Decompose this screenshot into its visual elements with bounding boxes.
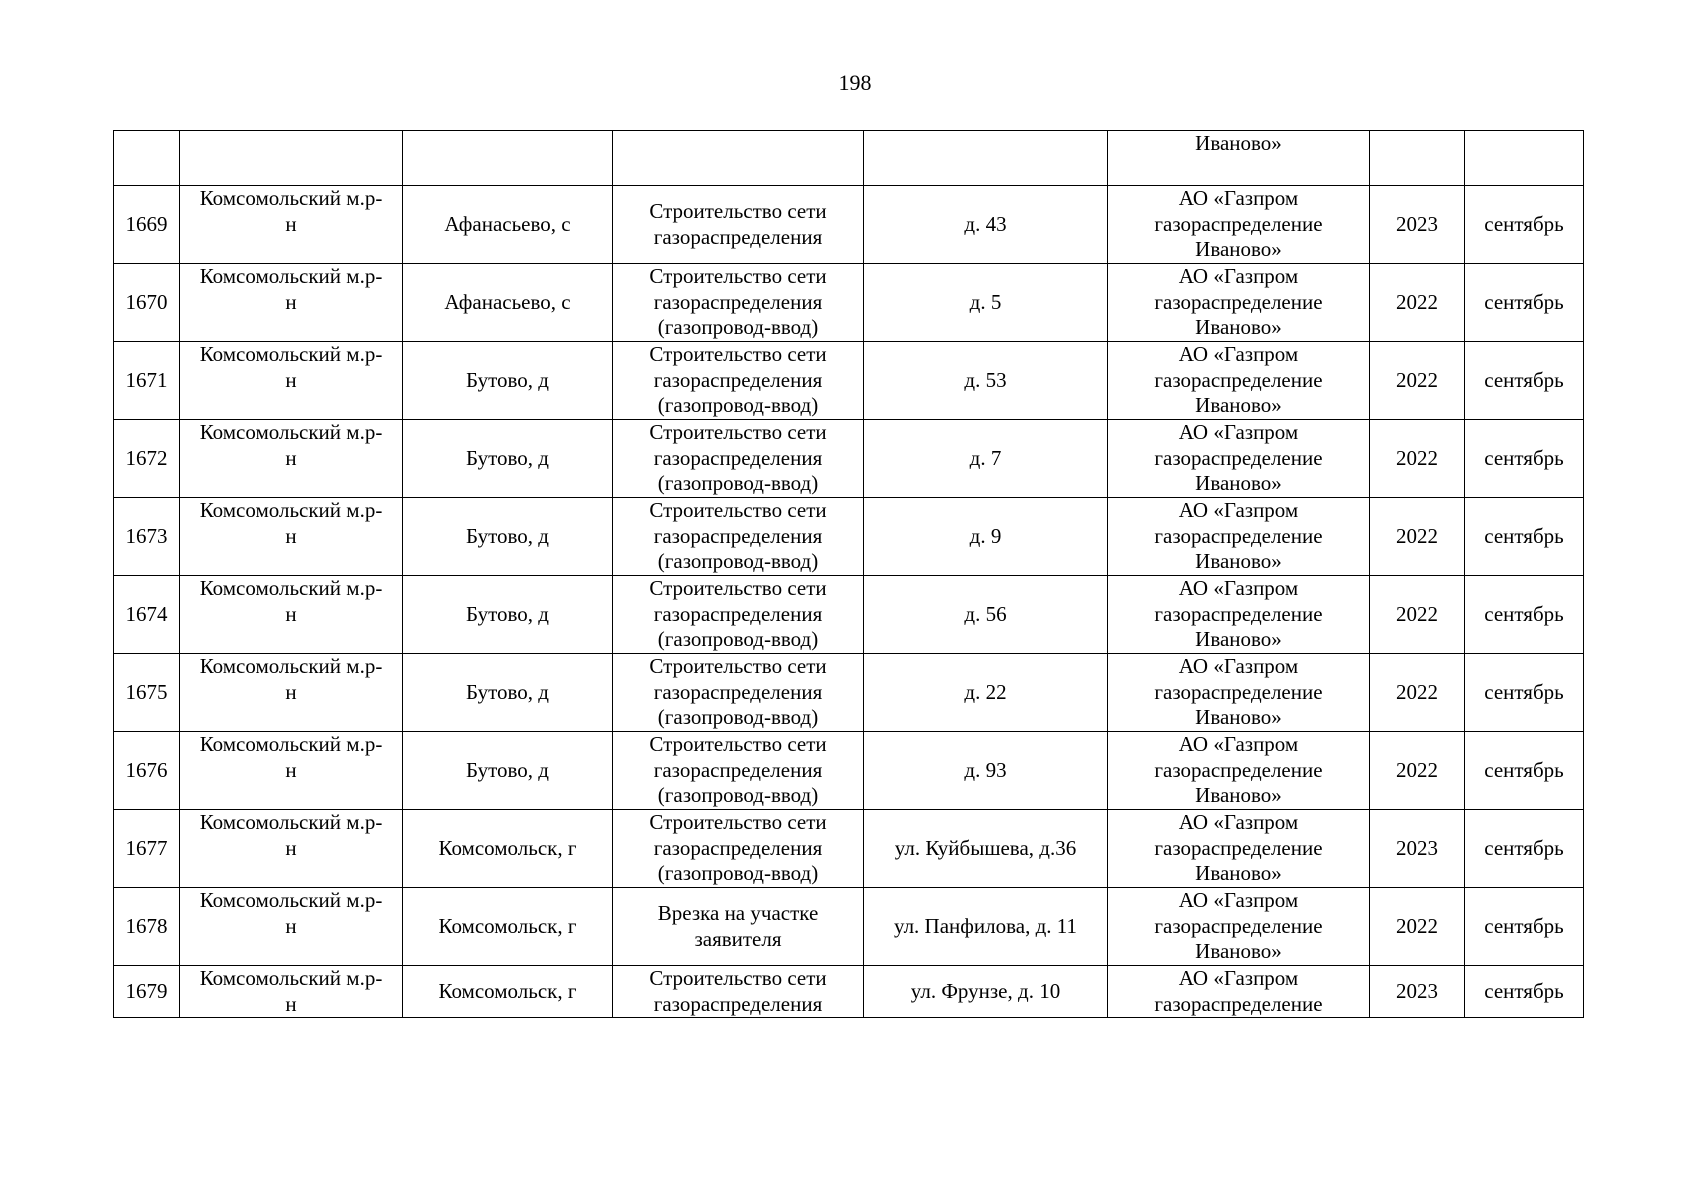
cell-month: сентябрь [1465, 342, 1584, 420]
cell-month: сентябрь [1465, 498, 1584, 576]
cell-organization: АО «Газпром газораспределение [1108, 966, 1370, 1018]
cell-settlement: Комсомольск, г [403, 810, 613, 888]
cell-month: сентябрь [1465, 186, 1584, 264]
cell-year: 2022 [1370, 732, 1465, 810]
cell-district: Комсомольский м.р- н [180, 264, 403, 342]
cell-district: Комсомольский м.р- н [180, 810, 403, 888]
cell-number: 1676 [114, 732, 180, 810]
cell-address: д. 7 [864, 420, 1108, 498]
cell-address: д. 5 [864, 264, 1108, 342]
cell-month: сентябрь [1465, 888, 1584, 966]
cell-work-type: Строительство сети газораспределения (газопровод-ввод) [613, 810, 864, 888]
cell-address: д. 56 [864, 576, 1108, 654]
cell-address: д. 22 [864, 654, 1108, 732]
table-body [114, 131, 1584, 1018]
cell-work-type: Строительство сети газораспределения [613, 966, 864, 1018]
cell-district: Комсомольский м.р- н [180, 888, 403, 966]
cell-organization: АО «Газпром газораспределение Иваново» [1108, 732, 1370, 810]
cell-settlement: Комсомольск, г [403, 966, 613, 1018]
cell-number: 1671 [114, 342, 180, 420]
cell-address: д. 53 [864, 342, 1108, 420]
cell-month: сентябрь [1465, 264, 1584, 342]
cell-district: Комсомольский м.р- н [180, 966, 403, 1018]
cell-district: Комсомольский м.р- н [180, 342, 403, 420]
cell-settlement: Бутово, д [403, 420, 613, 498]
table-row [114, 186, 1584, 264]
cell-district: Комсомольский м.р- н [180, 498, 403, 576]
cell-organization: АО «Газпром газораспределение Иваново» [1108, 186, 1370, 264]
cell-work-type: Строительство сети газораспределения (газопровод-ввод) [613, 732, 864, 810]
table-row [114, 420, 1584, 498]
cell-settlement: Бутово, д [403, 732, 613, 810]
cell-year: 2022 [1370, 264, 1465, 342]
cell-number: 1674 [114, 576, 180, 654]
cell-settlement: Бутово, д [403, 576, 613, 654]
cell-year: 2022 [1370, 342, 1465, 420]
cell-number: 1672 [114, 420, 180, 498]
cell-organization: АО «Газпром газораспределение Иваново» [1108, 810, 1370, 888]
cell-settlement: Комсомольск, г [403, 888, 613, 966]
cell-settlement: Бутово, д [403, 342, 613, 420]
cell-month [1465, 131, 1584, 186]
cell-year: 2023 [1370, 810, 1465, 888]
cell-district: Комсомольский м.р- н [180, 654, 403, 732]
cell-month: сентябрь [1465, 576, 1584, 654]
cell-district: Комсомольский м.р- н [180, 576, 403, 654]
cell-year: 2022 [1370, 576, 1465, 654]
table-row [114, 888, 1584, 966]
cell-number: 1669 [114, 186, 180, 264]
cell-work-type: Строительство сети газораспределения (газопровод-ввод) [613, 654, 864, 732]
cell-settlement: Бутово, д [403, 654, 613, 732]
cell-work-type: Строительство сети газораспределения (газопровод-ввод) [613, 342, 864, 420]
cell-work-type: Врезка на участке заявителя [613, 888, 864, 966]
cell-organization: АО «Газпром газораспределение Иваново» [1108, 576, 1370, 654]
cell-address: ул. Фрунзе, д. 10 [864, 966, 1108, 1018]
cell-year: 2022 [1370, 888, 1465, 966]
cell-number: 1670 [114, 264, 180, 342]
cell-address: д. 93 [864, 732, 1108, 810]
cell-month: сентябрь [1465, 732, 1584, 810]
table-row [114, 732, 1584, 810]
cell-number: 1677 [114, 810, 180, 888]
cell-year: 2022 [1370, 498, 1465, 576]
cell-district: Комсомольский м.р- н [180, 186, 403, 264]
cell-work-type: Строительство сети газораспределения (газопровод-ввод) [613, 264, 864, 342]
cell-work-type: Строительство сети газораспределения (газопровод-ввод) [613, 420, 864, 498]
page-number: 198 [838, 70, 872, 95]
cell-organization: Иваново» [1108, 131, 1370, 186]
cell-address: ул. Панфилова, д. 11 [864, 888, 1108, 966]
cell-address: д. 43 [864, 186, 1108, 264]
cell-number: 1678 [114, 888, 180, 966]
cell-work-type: Строительство сети газораспределения (газопровод-ввод) [613, 498, 864, 576]
table-row [114, 264, 1584, 342]
cell-year [1370, 131, 1465, 186]
cell-organization: АО «Газпром газораспределение Иваново» [1108, 420, 1370, 498]
cell-month: сентябрь [1465, 966, 1584, 1018]
table-row-continuation [114, 131, 1584, 186]
cell-address: д. 9 [864, 498, 1108, 576]
table-row [114, 810, 1584, 888]
cell-organization: АО «Газпром газораспределение Иваново» [1108, 342, 1370, 420]
cell-settlement: Афанасьево, с [403, 264, 613, 342]
cell-organization: АО «Газпром газораспределение Иваново» [1108, 888, 1370, 966]
table-row [114, 498, 1584, 576]
cell-settlement: Афанасьево, с [403, 186, 613, 264]
cell-month: сентябрь [1465, 654, 1584, 732]
cell-organization: АО «Газпром газораспределение Иваново» [1108, 498, 1370, 576]
cell-organization: АО «Газпром газораспределение Иваново» [1108, 654, 1370, 732]
cell-work-type [613, 131, 864, 186]
table-row [114, 576, 1584, 654]
table-row [114, 654, 1584, 732]
cell-settlement [403, 131, 613, 186]
cell-address: ул. Куйбышева, д.36 [864, 810, 1108, 888]
cell-district [180, 131, 403, 186]
table-row [114, 966, 1584, 1018]
cell-year: 2023 [1370, 966, 1465, 1018]
cell-month: сентябрь [1465, 420, 1584, 498]
cell-year: 2023 [1370, 186, 1465, 264]
cell-number: 1679 [114, 966, 180, 1018]
cell-number: 1673 [114, 498, 180, 576]
infrastructure-table [113, 130, 1584, 1018]
cell-organization: АО «Газпром газораспределение Иваново» [1108, 264, 1370, 342]
cell-number [114, 131, 180, 186]
cell-number: 1675 [114, 654, 180, 732]
cell-settlement: Бутово, д [403, 498, 613, 576]
cell-district: Комсомольский м.р- н [180, 732, 403, 810]
table-row [114, 342, 1584, 420]
cell-month: сентябрь [1465, 810, 1584, 888]
cell-year: 2022 [1370, 420, 1465, 498]
cell-work-type: Строительство сети газораспределения [613, 186, 864, 264]
cell-address [864, 131, 1108, 186]
cell-work-type: Строительство сети газораспределения (газопровод-ввод) [613, 576, 864, 654]
cell-district: Комсомольский м.р- н [180, 420, 403, 498]
cell-year: 2022 [1370, 654, 1465, 732]
